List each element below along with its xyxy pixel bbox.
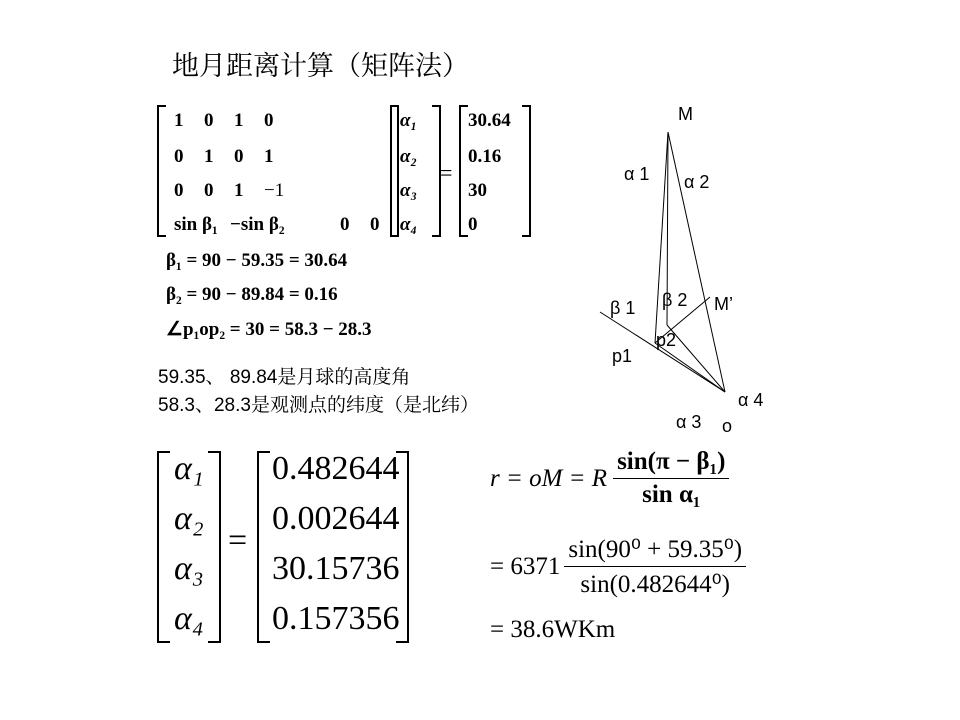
label-p2: p2: [656, 330, 677, 350]
m22: 1: [204, 146, 214, 167]
line-M-o: [668, 132, 725, 392]
distance-num-2: sin(90⁰ + 59.35⁰): [564, 534, 746, 567]
geometry-diagram: [580, 100, 810, 440]
distance-fraction-1: [613, 448, 729, 509]
m24: 1: [264, 146, 274, 167]
label-M: M: [678, 104, 693, 124]
alpha-left-bracket: [388, 100, 400, 245]
result-value-1: 0.482644: [272, 450, 400, 487]
angle-line: ∠p₁op₂ = 30 = 58.3 − 28.3: [166, 319, 372, 340]
m33: 1: [234, 180, 244, 201]
result-alpha-vector: [174, 450, 204, 650]
m11: 1: [174, 110, 184, 131]
page-title: 地月距离计算（矩阵法）: [172, 51, 469, 82]
note-line-2: 58.3、28.3是观测点的纬度（是北纬）: [158, 395, 479, 416]
coefficient-matrix: [172, 110, 387, 248]
result-alpha-2: α₂: [174, 500, 204, 537]
m12: 0: [204, 110, 214, 131]
rhs-1: 30.64: [468, 110, 511, 131]
result-value-4: 0.157356: [272, 600, 400, 637]
alpha-1: α₁: [400, 110, 418, 131]
beta1-line: β₁ = 90 − 59.35 = 30.64: [166, 250, 348, 271]
alpha-3: α₃: [400, 180, 418, 201]
alpha-vector: [400, 110, 430, 248]
distance-formula-2: [490, 534, 746, 599]
m14: 0: [264, 110, 274, 131]
line-M-p1: [655, 132, 668, 343]
m43: 0: [340, 214, 350, 235]
label-o: o: [722, 416, 733, 436]
m41: sin β₁: [174, 214, 218, 235]
result-value-3: 30.15736: [272, 550, 400, 587]
m23: 0: [234, 146, 244, 167]
result-alpha-1: α₁: [174, 450, 204, 487]
rhs-2: 0.16: [468, 146, 502, 167]
alpha-4: α₄: [400, 214, 418, 235]
distance-fraction-2: [564, 534, 746, 599]
note-line-1: 59.35、 89.84是月球的高度角: [158, 367, 411, 388]
alpha-2: α₂: [400, 146, 418, 167]
label-alpha2: α 2: [684, 172, 710, 192]
result-alpha-4: α₄: [174, 600, 204, 637]
rhs-3: 30: [468, 180, 487, 201]
result-equals: =: [228, 522, 248, 559]
label-alpha4: α 4: [738, 390, 764, 410]
m13: 1: [234, 110, 244, 131]
m21: 0: [174, 146, 184, 167]
label-beta1: β 1: [610, 298, 636, 318]
distance-lhs: r = oM = R: [490, 464, 608, 492]
distance-formula-1: [490, 448, 729, 509]
distance-coef: = 6371: [490, 552, 561, 580]
distance-den-1: sin α₁: [642, 481, 701, 508]
rhs-vector: [468, 110, 528, 248]
label-alpha3: α 3: [676, 412, 702, 432]
label-p1: p1: [612, 346, 633, 366]
m32: 0: [204, 180, 214, 201]
m44: 0: [370, 214, 380, 235]
label-alpha1: α 1: [624, 164, 650, 184]
label-M-prime: M’: [714, 294, 733, 314]
equals-sign: =: [440, 160, 453, 185]
result-values: [272, 450, 400, 650]
result-alpha-3: α₃: [174, 550, 204, 587]
result-value-2: 0.002644: [272, 500, 400, 537]
label-beta2: β 2: [662, 290, 688, 310]
m34: −1: [264, 180, 285, 201]
m42: −sin β₂: [230, 214, 285, 235]
distance-final: = 38.6WKm: [490, 616, 616, 643]
distance-num-1: sin(π − β₁): [613, 448, 729, 479]
distance-den-2: sin(0.482644⁰): [580, 571, 731, 598]
rhs-4: 0: [468, 214, 478, 235]
m31: 0: [174, 180, 184, 201]
beta2-line: β₂ = 90 − 89.84 = 0.16: [166, 284, 338, 305]
